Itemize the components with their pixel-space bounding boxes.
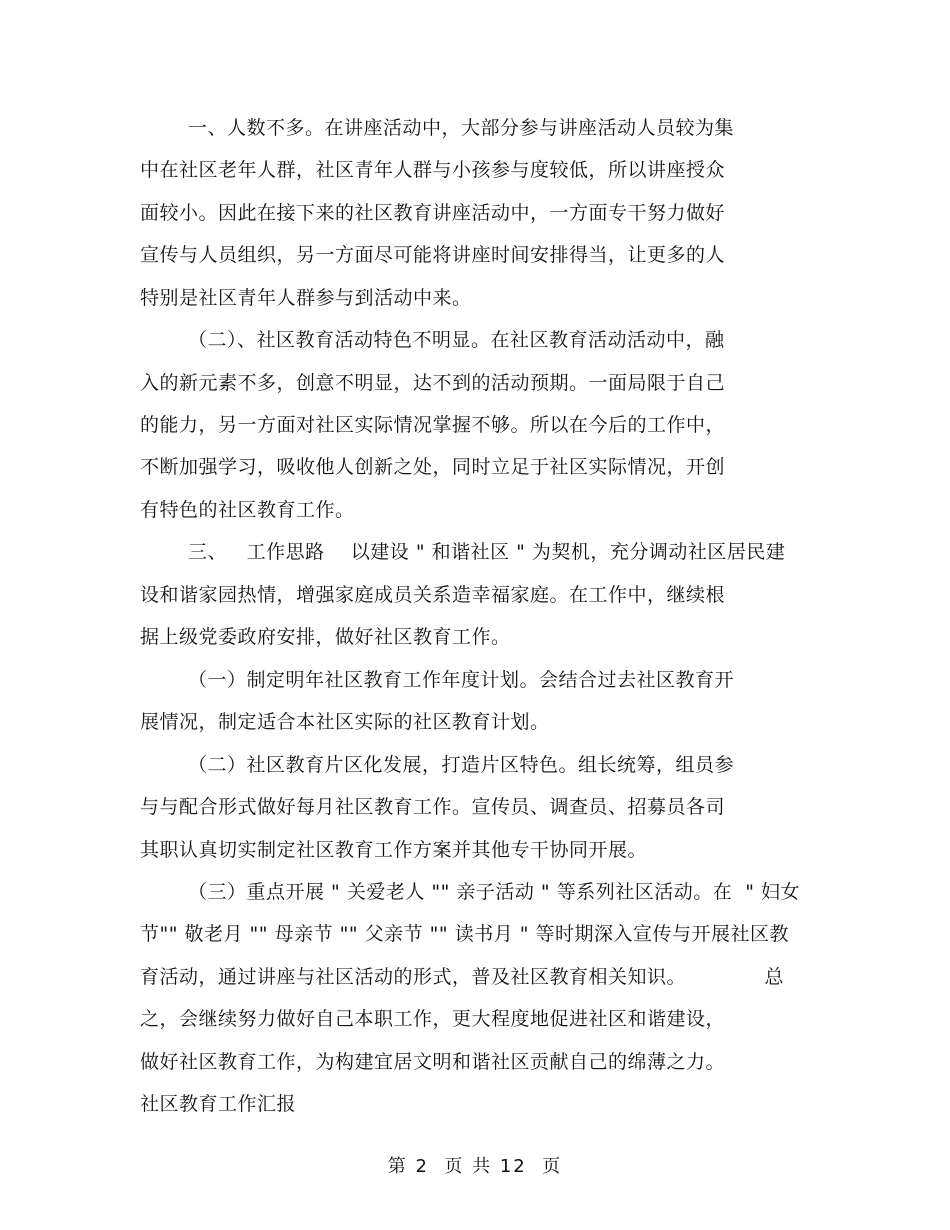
text-line: 的能力，另一方面对社区实际情况掌握不够。所以在今后的工作中， [140, 414, 726, 436]
text-line: 有特色的社区教育工作。 [140, 499, 355, 521]
text-line: 育活动，通过讲座与社区活动的形式，普及社区教育相关知识。 总 [140, 966, 784, 988]
document-title-line: 社区教育工作汇报 [140, 1093, 297, 1115]
text-line: 入的新元素不多，创意不明显，达不到的活动预期。一面局限于自己 [140, 372, 726, 394]
text-line: （二）、社区教育活动特色不明显。在社区教育活动活动中，融 [188, 329, 725, 351]
text-line: 宣传与人员组织，另一方面尽可能将讲座时间安排得当，让更多的人 [140, 244, 726, 266]
text-line: 其职认真切实制定社区教育工作方案并其他专干协同开展。 [140, 839, 648, 861]
text-line: （三）重点开展 " 关爱老人 "" 亲子活动 " 等系列社区活动。在 " 妇女 [188, 881, 801, 903]
text-line: 设和谐家园热情，增强家庭成员关系造幸福家庭。在工作中，继续根 [140, 584, 726, 606]
text-line: （一）制定明年社区教育工作年度计划。会结合过去社区教育开 [188, 669, 735, 691]
text-line: 之，会继续努力做好自己本职工作，更大程度地促进社区和谐建设， [140, 1008, 726, 1030]
text-line: 展情况，制定适合本社区实际的社区教育计划。 [140, 711, 550, 733]
text-line: 中在社区老年人群，社区青年人群与小孩参与度较低，所以讲座授众 [140, 159, 726, 181]
text-line: 做好社区教育工作，为构建宜居文明和谐社区贡献自己的绵薄之力。 [140, 1051, 726, 1073]
text-line: 特别是社区青年人群参与到活动中来。 [140, 287, 472, 309]
text-line: 一、人数不多。在讲座活动中，大部分参与讲座活动人员较为集 [188, 117, 735, 139]
text-line: 据上级党委政府安排，做好社区教育工作。 [140, 626, 511, 648]
text-line: 面较小。因此在接下来的社区教育讲座活动中，一方面专干努力做好 [140, 202, 726, 224]
text-line: 与与配合形式做好每月社区教育工作。宣传员、调查员、招募员各司 [140, 796, 726, 818]
page-number-footer: 第 2 页 共 12 页 [387, 1156, 563, 1177]
text-line: （二）社区教育片区化发展，打造片区特色。组长统筹，组员参 [188, 754, 735, 776]
section-heading-line: 三、 工作思路 以建设 " 和谐社区 " 为契机，充分调动社区居民建 [188, 541, 786, 563]
text-line: 节"" 敬老月 "" 母亲节 "" 父亲节 "" 读书月 " 等时期深入宣传与开展社区教 [140, 923, 790, 945]
text-line: 不断加强学习，吸收他人创新之处，同时立足于社区实际情况，开创 [140, 456, 726, 478]
